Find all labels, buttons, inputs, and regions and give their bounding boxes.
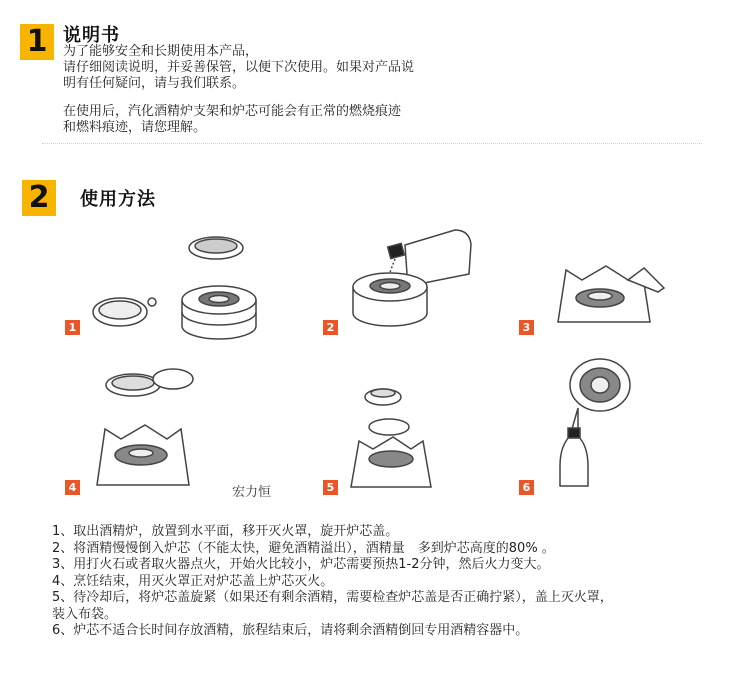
note-line-1: 在使用后，汽化酒精炉支架和炉芯可能会有正常的燃烧痕迹	[63, 104, 402, 119]
instructions-list	[52, 524, 613, 640]
intro-line-1: 为了能够安全和长期使用本产品，	[63, 44, 259, 59]
instruction-item: 3、用打火石或者取火器点火，开始火比较小，炉芯需要预热1-2分钟，然后火力变大。	[52, 557, 550, 572]
step-5-illustration	[345, 375, 445, 495]
instruction-item: 1、取出酒精炉，放置到水平面，移开灭火罩，旋开炉芯盖。	[52, 524, 399, 539]
intro-line-3: 明有任何疑问，请与我们联系。	[63, 76, 246, 91]
step-badge-1: 1	[65, 320, 80, 335]
section-1-note	[63, 104, 401, 136]
intro-line-2: 请仔细阅读说明，并妥善保管，以便下次使用。如果对产品说	[63, 60, 415, 75]
instruction-item: 6、炉芯不适合长时间存放酒精，旅程结束后，请将剩余酒精倒回专用酒精容器中。	[52, 623, 529, 638]
step-badge-6: 6	[519, 480, 534, 495]
section-1-title: 说明书	[63, 25, 120, 46]
step-3-illustration	[550, 250, 670, 335]
instruction-item: 5、待冷却后，将炉芯盖旋紧（如果还有剩余酒精，需要检查炉芯盖是否正确拧紧），盖上灭火罩，	[52, 590, 613, 605]
section-2-title: 使用方法	[80, 189, 156, 210]
instruction-item: 装入布袋。	[52, 606, 118, 622]
section-2-badge: 2	[22, 180, 56, 216]
step-badge-5: 5	[323, 480, 338, 495]
step-2-illustration	[345, 225, 475, 345]
section-1-badge: 1	[20, 24, 54, 60]
instruction-item: 2、将酒精慢慢倒入炉芯（不能太快，避免酒精溢出），酒精量 多到炉芯高度的80% 。	[52, 540, 555, 556]
step-badge-4: 4	[65, 480, 80, 495]
step-4-illustration	[85, 365, 215, 495]
step-1-illustration	[90, 220, 260, 340]
note-line-2: 和燃料痕迹，请您理解。	[63, 120, 207, 135]
step-6-illustration	[548, 350, 648, 490]
step-badge-3: 3	[519, 320, 534, 335]
instruction-item: 4、烹饪结束，用灭火罩正对炉芯盖上炉芯灭火。	[52, 573, 334, 589]
step-badge-2: 2	[323, 320, 338, 335]
brand-watermark: 宏力恒	[232, 485, 272, 500]
section-1-intro	[63, 44, 414, 92]
section-divider	[42, 143, 702, 144]
